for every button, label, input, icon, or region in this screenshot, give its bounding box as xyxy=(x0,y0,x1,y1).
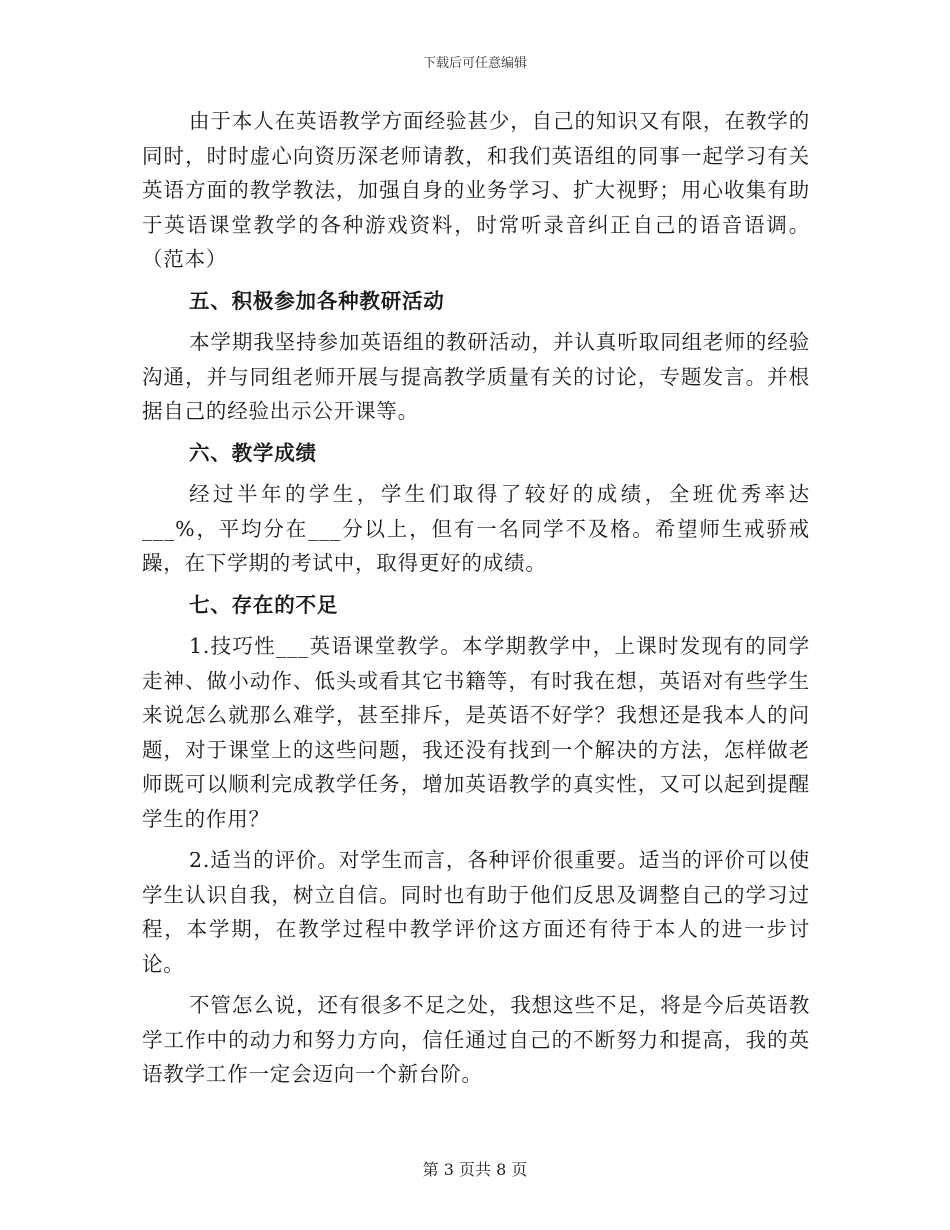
paragraph-shortcoming-2: 2.适当的评价。对学生而言，各种评价很重要。适当的评价可以使学生认识自我，树立自信。同时也有助于他们反思及调整自己的学习过程，本学期，在教学过程中教学评价这方面还有待于本人的进一步讨论。 xyxy=(142,848,810,976)
paragraph-conclusion: 不管怎么说，还有很多不足之处，我想这些不足，将是今后英语教学工作中的动力和努力方向，信任通过自己的不断努力和提高，我的英语教学工作一定会迈向一个新台阶。 xyxy=(142,993,810,1086)
paragraph-study-methods: 由于本人在英语教学方面经验甚少，自己的知识又有限，在教学的同时，时时虚心向资历深老师请教，和我们英语组的同事一起学习有关英语方面的教学教法，加强自身的业务学习、扩大视野；用心收集有助于英语课堂教学的各种游戏资料，时常听录音纠正自己的语音语调。（范本） xyxy=(142,109,810,271)
paragraph-teaching-results: 经过半年的学生，学生们取得了较好的成绩，全班优秀率达___%，平均分在___分以上，但有一名同学不及格。希望师生戒骄戒躁，在下学期的考试中，取得更好的成绩。 xyxy=(142,482,810,575)
heading-section-5: 五、积极参加各种教研活动 xyxy=(189,288,445,313)
page-footer: 第 3 页共 8 页 xyxy=(422,1160,528,1179)
document-body xyxy=(142,104,810,1092)
page-header: 下载后可任意编辑 xyxy=(422,56,527,71)
paragraph-shortcoming-1: 1.技巧性___英语课堂教学。本学期教学中，上课时发现有的同学走神、做小动作、低头或看其它书籍等，有时我在想，英语对有些学生来说怎么就那么难学，甚至排斥，是英语不好学？我想还是我本人的问题，对于课堂上的这些问题，我还没有找到一个解决的方法，怎样做老师既可以顺利完成教学任务，增加英语教学的真实性，又可以起到提醒学生的作用？ xyxy=(142,634,810,831)
heading-section-6: 六、教学成绩 xyxy=(189,440,317,465)
paragraph-research-activities: 本学期我坚持参加英语组的教研活动，并认真听取同组老师的经验沟通，并与同组老师开展与提高教学质量有关的讨论，专题发言。并根据自己的经验出示公开课等。 xyxy=(142,330,810,423)
heading-section-7: 七、存在的不足 xyxy=(189,592,339,617)
